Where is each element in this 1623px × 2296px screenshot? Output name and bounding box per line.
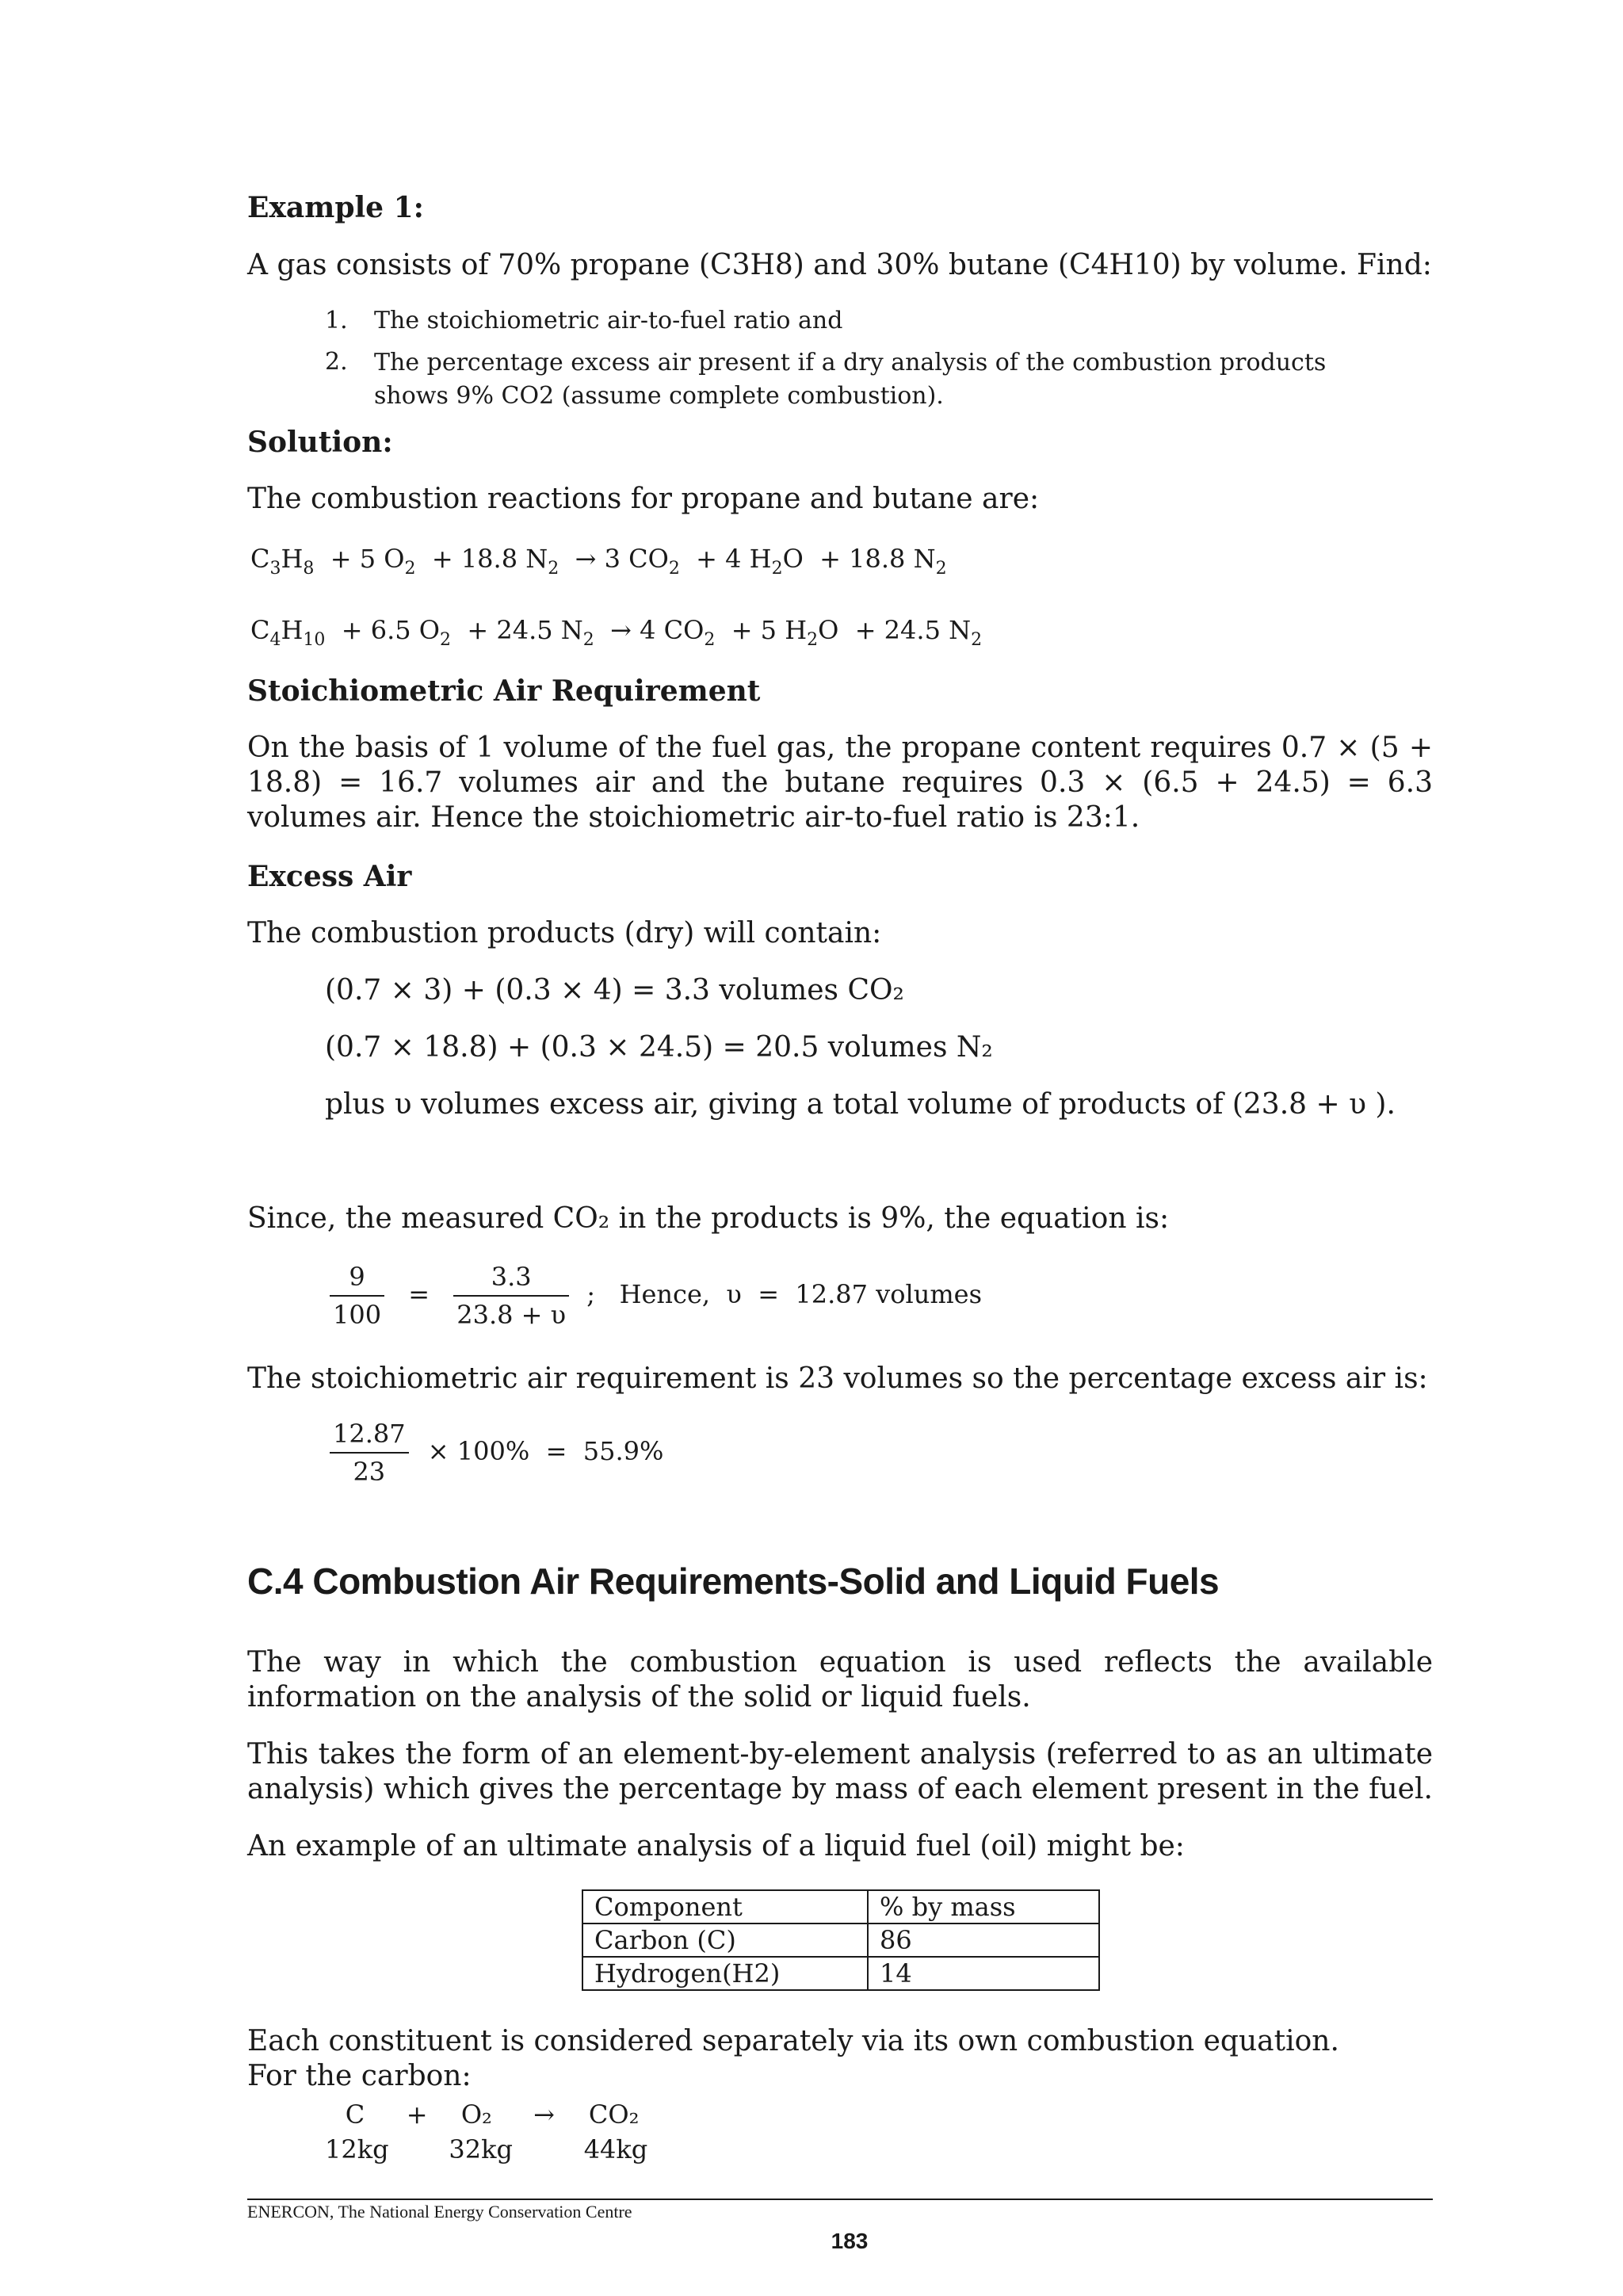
stoich-paragraph: On the basis of 1 volume of the fuel gas, the propane content requires 0.7 × (5 + 18.8) = 16.7 volumes air and the butane requires 0.3 × (6.5 + 24.5) = 6.3 volumes air. Hence the stoichiometric air-to-fuel ratio is 23:1.	[247, 732, 1433, 834]
reactant-o2: + 6.5 O	[341, 615, 441, 645]
section-paragraph: The way in which the combustion equation is used reflects the available information on the analysis of the solid or liquid fuels.	[247, 1646, 1433, 1713]
subscript: 2	[971, 630, 983, 650]
fraction	[330, 1419, 409, 1487]
arrow-icon: →	[610, 615, 632, 645]
subscript: 2	[582, 630, 594, 650]
propane-reaction	[250, 544, 947, 579]
product-h2o-o: O	[818, 615, 839, 645]
subscript: 2	[440, 630, 452, 650]
product-n2: + 24.5 N	[854, 615, 972, 645]
task-number: 1.	[325, 307, 348, 334]
task-item	[325, 346, 1433, 413]
reactant-c: C	[250, 544, 270, 574]
equals-sign: =	[408, 1278, 430, 1309]
table-row	[582, 1924, 1099, 1957]
header-cell: % by mass	[868, 1890, 1099, 1924]
ultimate-analysis-table	[582, 1889, 1100, 1991]
section-paragraph: This takes the form of an element-by-element analysis (referred to as an ultimate analysis) which gives the percentage by mass of each element present in the fuel.	[247, 1738, 1433, 1805]
product-line: (0.7 × 3) + (0.3 × 4) = 3.3 volumes CO₂	[325, 974, 904, 1007]
measured-text: Since, the measured CO₂ in the products is 9%, the equation is:	[247, 1202, 1170, 1235]
carbon-equation	[325, 2097, 648, 2167]
subscript: 10	[303, 630, 326, 650]
table-row	[582, 1957, 1099, 1990]
task-number: 2.	[325, 348, 348, 376]
reactant-h: H	[281, 544, 304, 574]
section-paragraph: Each constituent is considered separately via its own combustion equation.	[247, 2025, 1339, 2057]
species-c: C	[345, 2099, 365, 2130]
section-paragraph: For the carbon:	[247, 2060, 472, 2092]
table-cell: 14	[868, 1957, 1099, 1990]
arrow-icon: →	[533, 2099, 555, 2130]
numerator: 3.3	[453, 1262, 569, 1297]
subscript: 2	[404, 559, 416, 579]
stoich-heading: Stoichiometric Air Requirement	[247, 674, 761, 708]
product-co2: 4 CO	[640, 615, 705, 645]
table-header-row	[582, 1890, 1099, 1924]
task-text: The percentage excess air present if a dry analysis of the combustion products shows 9% CO2 (assume complete combustion).	[374, 349, 1327, 410]
reactant-n2: + 24.5 N	[467, 615, 583, 645]
task-text: The stoichiometric air-to-fuel ratio and	[374, 307, 843, 334]
butane-reaction	[250, 615, 983, 650]
table-cell: Carbon (C)	[582, 1924, 868, 1957]
carbon-species-row	[325, 2097, 644, 2132]
product-n2: + 18.8 N	[819, 544, 936, 574]
reactant-c: C	[250, 615, 270, 645]
task-item	[325, 305, 1433, 337]
numerator: 12.87	[330, 1419, 409, 1454]
product-h2o: + 4 H	[696, 544, 772, 574]
product-line: plus υ volumes excess air, giving a total volume of products of (23.8 + υ ).	[325, 1088, 1396, 1121]
denominator: 23	[353, 1457, 386, 1487]
subscript: 2	[668, 559, 680, 579]
denominator: 23.8 + υ	[456, 1300, 567, 1330]
subscript: 2	[704, 630, 716, 650]
product-line: (0.7 × 18.8) + (0.3 × 24.5) = 20.5 volumes N₂	[325, 1031, 993, 1064]
fraction-left	[330, 1262, 384, 1330]
species-o2: O₂	[460, 2099, 492, 2130]
mass-co2: 44kg	[583, 2134, 648, 2164]
subscript: 2	[548, 559, 559, 579]
product-h2o: + 5 H	[731, 615, 808, 645]
products-intro: The combustion products (dry) will contain:	[247, 917, 882, 949]
subscript: 8	[303, 559, 315, 579]
equation-result: × 100% = 55.9%	[427, 1435, 664, 1466]
excess-air-equation	[330, 1419, 663, 1487]
product-h2o-o: O	[782, 544, 804, 574]
task-list	[325, 305, 1433, 413]
footer-divider	[247, 2199, 1433, 2200]
example-intro: A gas consists of 70% propane (C3H8) and 30% butane (C4H10) by volume. Find:	[247, 249, 1432, 281]
subscript: 3	[269, 559, 281, 579]
footer-org: ENERCON, The National Energy Conservation Centre	[247, 2202, 632, 2222]
arrow-icon: →	[575, 544, 597, 574]
mass-o2: 32kg	[449, 2134, 513, 2164]
species-co2: CO₂	[588, 2099, 640, 2130]
page-number: 183	[831, 2229, 869, 2253]
reactant-o2: + 5 O	[330, 544, 405, 574]
table-cell: 86	[868, 1924, 1099, 1957]
co2-equation	[330, 1262, 982, 1330]
reactant-n2: + 18.8 N	[431, 544, 548, 574]
fraction-right	[453, 1262, 569, 1330]
requirement-text: The stoichiometric air requirement is 23 volumes so the percentage excess air is:	[247, 1362, 1428, 1395]
denominator: 100	[333, 1300, 382, 1330]
excess-heading: Excess Air	[247, 860, 412, 893]
mass-c: 12kg	[325, 2134, 389, 2164]
product-co2: 3 CO	[604, 544, 669, 574]
example-title: Example 1:	[247, 191, 424, 224]
numerator: 9	[330, 1262, 384, 1297]
section-heading: C.4 Combustion Air Requirements-Solid and Liquid Fuels	[247, 1561, 1220, 1602]
solution-title: Solution:	[247, 426, 393, 459]
subscript: 2	[935, 559, 947, 579]
plus-sign: +	[406, 2099, 428, 2130]
carbon-mass-row	[325, 2132, 648, 2167]
subscript: 2	[771, 559, 783, 579]
subscript: 4	[269, 630, 281, 650]
section-paragraph: An example of an ultimate analysis of a liquid fuel (oil) might be:	[247, 1830, 1185, 1862]
reactant-h: H	[281, 615, 304, 645]
reactions-intro: The combustion reactions for propane and butane are:	[247, 483, 1040, 515]
subscript: 2	[807, 630, 819, 650]
equation-result: ; Hence, υ = 12.87 volumes	[586, 1278, 983, 1309]
header-cell: Component	[582, 1890, 868, 1924]
table-cell: Hydrogen(H2)	[582, 1957, 868, 1990]
